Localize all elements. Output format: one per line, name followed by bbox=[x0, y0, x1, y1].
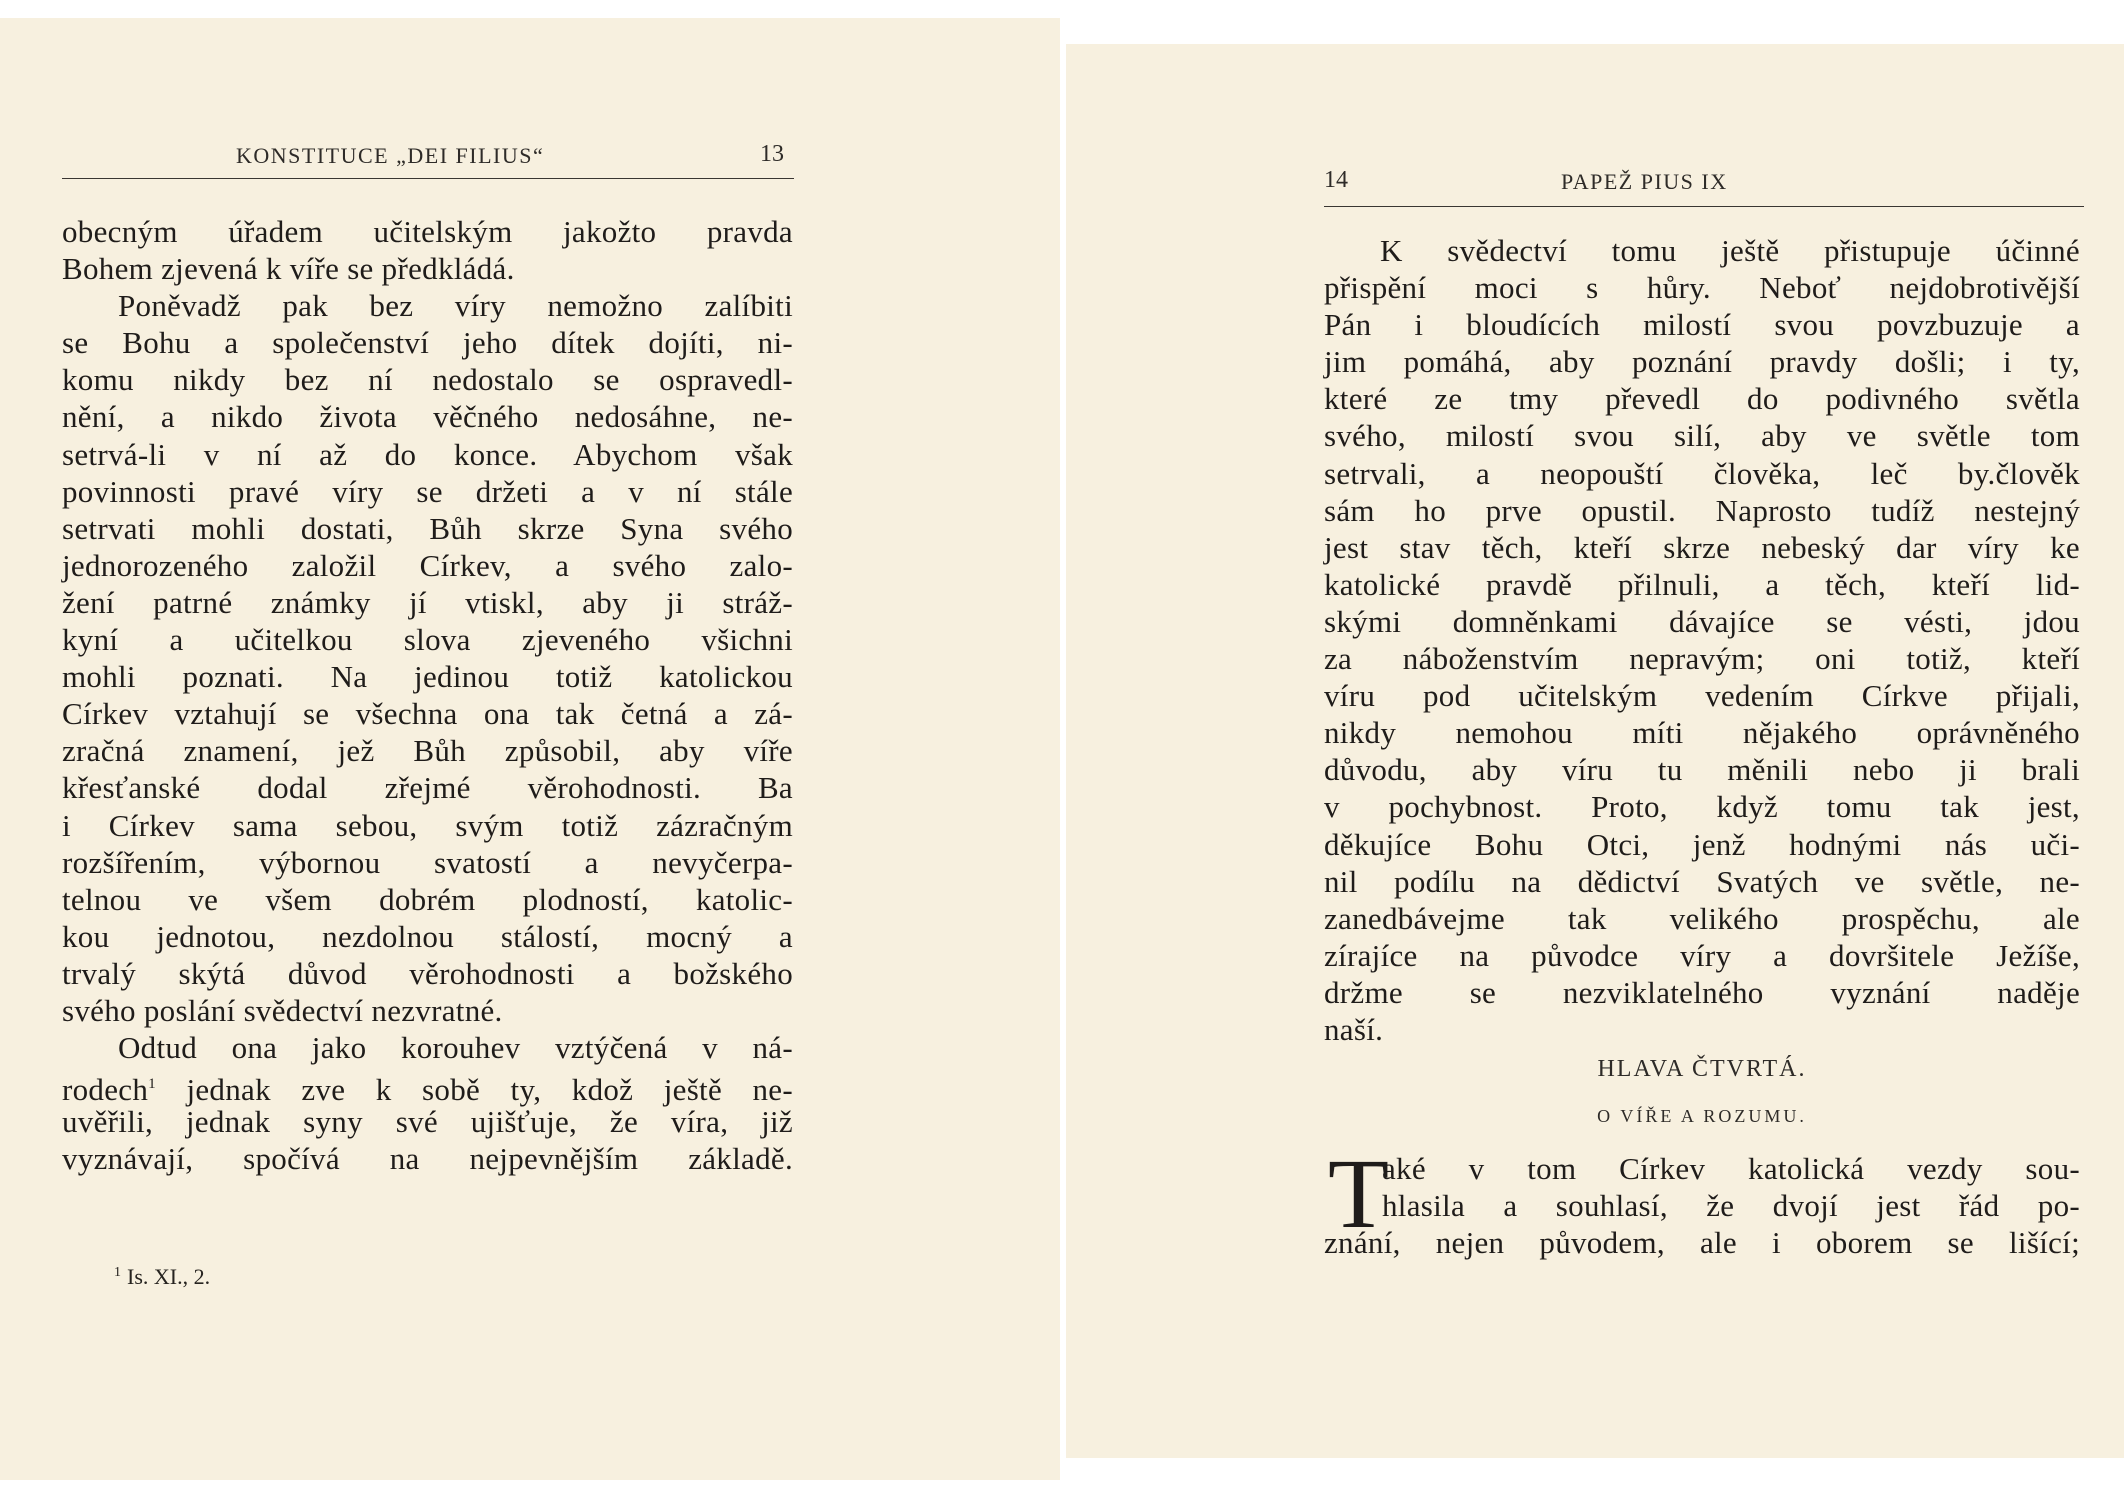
text-fragment: jednak zve k sobě ty, kdož ještě ne‑ bbox=[155, 1072, 793, 1108]
text-line: kou jednotou, nezdolnou stálostí, mocný a bbox=[62, 918, 793, 954]
text-line: za náboženstvím nepravým; oni totiž, kteří bbox=[1324, 641, 2080, 677]
text-line: Bohem zjevená k víře se předkládá. bbox=[62, 251, 515, 287]
left-page bbox=[0, 18, 1062, 1480]
text-line: jest stav těch, kteří skrze nebeský dar víry ke bbox=[1324, 529, 2080, 565]
drop-cap: T bbox=[1328, 1138, 1390, 1249]
footnote bbox=[114, 1264, 210, 1290]
text-line: znání, nejen původem, ale i oborem se lišící; bbox=[1324, 1225, 2080, 1261]
running-title: KONSTITUCE „DEI FILIUS“ bbox=[236, 143, 545, 168]
text-line: komu nikdy bez ní nedostalo se ospravedl‑ bbox=[62, 362, 793, 398]
text-line: děkujíce Bohu Otci, jenž hodnými nás uči‑ bbox=[1324, 826, 2080, 862]
text-line: nikdy nemohou míti nějakého oprávněného bbox=[1324, 715, 2080, 751]
text-line: jednorozeného založil Církev, a svého zalo‑ bbox=[62, 547, 793, 583]
text-line: skými domněnkami dávajíce se vésti, jdou bbox=[1324, 603, 2080, 639]
text-line: sám ho prve opustil. Naprosto tudíž nestejný bbox=[1324, 492, 2080, 528]
text-line: obecným úřadem učitelským jakožto pravda bbox=[62, 214, 793, 249]
text-line: přispění moci s hůry. Neboť nejdobrotivější bbox=[1324, 270, 2080, 306]
text-line: kyní a učitelkou slova zjeveného všichni bbox=[62, 622, 793, 658]
text-line: v pochybnost. Proto, když tomu tak jest, bbox=[1324, 789, 2080, 825]
text-line: mohli poznati. Na jedinou totiž katolickou bbox=[62, 659, 793, 695]
text-line: žení patrné známky jí vtiskl, aby ji stráž‑ bbox=[62, 584, 793, 620]
text-line: nění, a nikdo života věčného nedosáhne, ne‑ bbox=[62, 399, 793, 435]
text-line: aké v tom Církev katolická vezdy sou‑ bbox=[1382, 1151, 2080, 1186]
text-line: K svědectví tomu ještě přistupuje účinné bbox=[1380, 233, 2080, 268]
text-fragment: rodech bbox=[62, 1072, 149, 1108]
footnote-text: Is. XI., 2. bbox=[127, 1264, 211, 1289]
text-line: Odtud ona jako korouhev vztýčená v ná‑ bbox=[118, 1030, 793, 1066]
text-line: jim pomáhá, aby poznání pravdy došli; i ty, bbox=[1324, 344, 2080, 380]
text-line: zanedbávejme tak velikého prospěchu, ale bbox=[1324, 900, 2080, 936]
text-line: zračná znamení, jež Bůh způsobil, aby víře bbox=[62, 733, 793, 769]
running-head bbox=[1324, 168, 2084, 196]
text-line: se Bohu a společenství jeho dítek dojíti, ni‑ bbox=[62, 325, 793, 361]
text-line: telnou ve všem dobrém plodností, katolic‑ bbox=[62, 881, 793, 917]
text-line: které ze tmy převedl do podivného světla bbox=[1324, 381, 2080, 417]
text-line: křesťanské dodal zřejmé věrohodnosti. Ba bbox=[62, 770, 793, 806]
text-line: naší. bbox=[1324, 1011, 1384, 1047]
text-line: setrvali, a neopouští člověka, leč by.člověk bbox=[1324, 455, 2080, 491]
text-line: hlasila a souhlasí, že dvojí jest řád po‑ bbox=[1382, 1188, 2080, 1224]
text-line: rozšířením, výbornou svatostí a nevyčerpa‑ bbox=[62, 844, 793, 880]
text-line: povinnosti pravé víry se držeti a v ní stále bbox=[62, 473, 793, 509]
text-line: nil podílu na dědictví Svatých ve světle, ne‑ bbox=[1324, 863, 2080, 899]
text-line: svého, milostí svou silí, aby ve světle tom bbox=[1324, 418, 2080, 454]
running-head bbox=[62, 142, 794, 170]
text-line: setrvá‑li v ní až do konce. Abychom však bbox=[62, 436, 793, 472]
right-page bbox=[1066, 44, 2124, 1458]
text-line: svého poslání svědectví nezvratné. bbox=[62, 992, 503, 1028]
text-line: setrvati mohli dostati, Bůh skrze Syna svého bbox=[62, 510, 793, 546]
text-line: držme se nezviklatelného vyznání naděje bbox=[1324, 974, 2080, 1010]
text-line: Pán i bloudících milostí svou povzbuzuje a bbox=[1324, 307, 2080, 343]
page-number: 13 bbox=[760, 141, 784, 167]
text-line: zírajíce na původce víry a dovršitele Ježíše, bbox=[1324, 937, 2080, 973]
text-line: Církev vztahují se všechna ona tak četná a zá‑ bbox=[62, 696, 793, 732]
text-line-with-footnote bbox=[62, 1066, 793, 1108]
footnote-number: 1 bbox=[114, 1265, 121, 1280]
text-line: katolické pravdě přilnuli, a těch, kteří lid‑ bbox=[1324, 566, 2080, 602]
footnote-marker: 1 bbox=[148, 1076, 156, 1093]
header-rule bbox=[1324, 206, 2084, 207]
text-line: uvěřili, jednak syny své ujišťuje, že víra, již bbox=[62, 1104, 793, 1140]
text-line: Poněvadž pak bez víry nemožno zalíbiti bbox=[118, 288, 793, 324]
chapter-subtitle: O VÍŘE A ROZUMU. bbox=[1597, 1106, 1807, 1126]
header-rule bbox=[62, 178, 794, 179]
text-line: vyznávají, spočívá na nejpevnějším základě. bbox=[62, 1141, 793, 1177]
text-line: i Církev sama sebou, svým totiž zázračným bbox=[62, 807, 793, 843]
text-line: víru pod učitelským vedením Církve přijali, bbox=[1324, 678, 2080, 714]
text-line: trvalý skýtá důvod věrohodnosti a božského bbox=[62, 955, 793, 991]
text-line: důvodu, aby víru tu měnili nebo ji brali bbox=[1324, 752, 2080, 788]
body-text bbox=[62, 213, 793, 1177]
running-title: PAPEŽ PIUS IX bbox=[1561, 169, 1728, 194]
chapter-title: HLAVA ČTVRTÁ. bbox=[1597, 1056, 1807, 1082]
page-number: 14 bbox=[1324, 167, 1348, 193]
body-text bbox=[1324, 232, 2080, 1048]
chapter-text bbox=[1324, 1138, 2080, 1261]
